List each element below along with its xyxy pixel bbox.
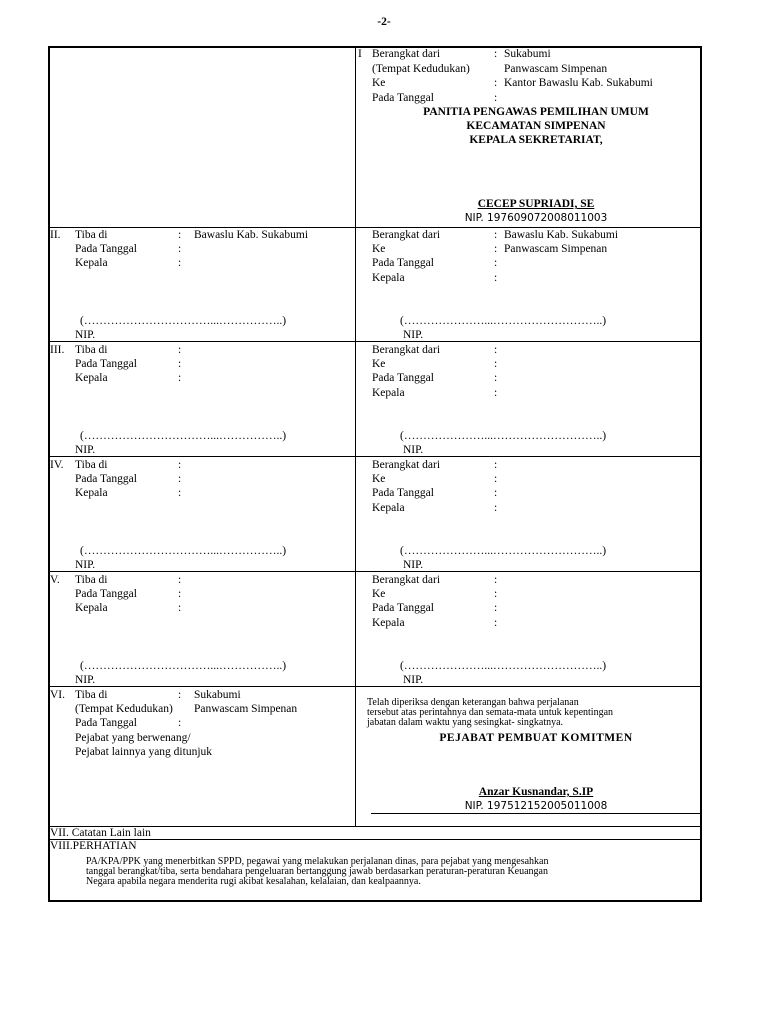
arrival-value: Sukabumi [194, 689, 241, 701]
commitment-officer-title: PEJABAT PEMBUAT KOMITMEN [439, 732, 633, 744]
section-1-roman: I [358, 48, 362, 60]
destination-sep: : [494, 77, 498, 89]
commitment-officer-nip: NIP. 197512152005011008 [464, 800, 608, 812]
head-label: Kepala [372, 387, 405, 399]
head-label: Kepala [75, 372, 108, 384]
place-of-residence-value: Panwascam Simpenan [194, 703, 298, 715]
destination-label: Ke [372, 473, 386, 485]
page-number: -2- [377, 16, 391, 28]
attention-label: VIII.PERHATIAN [50, 840, 137, 852]
departure-label: Berangkat dari [372, 229, 441, 241]
signer-nip: NIP. 197609072008011003 [464, 212, 608, 224]
attention-text-line-2: tanggal berangkat/tiba, serta bendahara pengeluaran bertanggung jawab berdasarkan peraturan-peraturan Keuangan [86, 866, 548, 877]
nip-label: NIP. [75, 329, 96, 341]
colon: : [494, 617, 498, 629]
nip-label: NIP. [403, 329, 424, 341]
verification-note-line-3: jabatan dalam waktu yang sesingkat- singkatnya. [367, 717, 564, 728]
colon: : [494, 243, 498, 255]
colon: : [494, 387, 498, 399]
colon: : [178, 243, 182, 255]
colon: : [494, 502, 498, 514]
section-roman: V. [50, 574, 60, 586]
colon: : [494, 257, 498, 269]
colon: : [178, 473, 182, 485]
arrival-label: Tiba di [75, 689, 108, 701]
verification-note-line-2: tersebut atas perintahnya dan semata-mata untuk kepentingan [367, 707, 614, 718]
nip-label: NIP. [75, 674, 96, 686]
destination-label: Ke [372, 77, 386, 89]
authorized-official-line-1: Pejabat yang berwenang/ [75, 732, 191, 744]
departure-from-label: Berangkat dari [372, 48, 441, 60]
section-roman: VI. [50, 689, 66, 701]
arrival-label: Tiba di [75, 229, 108, 241]
signature-line: (……………………………...……………..) [80, 430, 287, 442]
heading-line-2: KECAMATAN SIMPENAN [466, 120, 606, 132]
arrival-date-sep: : [178, 717, 182, 729]
departure-label: Berangkat dari [372, 574, 441, 586]
colon: : [494, 372, 498, 384]
signature-line: (…………………...………………………..) [400, 660, 607, 672]
head-label: Kepala [75, 602, 108, 614]
head-label: Kepala [75, 487, 108, 499]
arrival-label: Tiba di [75, 459, 108, 471]
nip-label: NIP. [75, 444, 96, 456]
head-label: Kepala [372, 502, 405, 514]
destination-label: Ke [372, 588, 386, 600]
colon: : [178, 358, 182, 370]
colon: : [178, 574, 182, 586]
divider-3 [49, 456, 701, 457]
colon: : [494, 473, 498, 485]
colon: : [494, 588, 498, 600]
signer-name: CECEP SUPRIADI, SE [477, 198, 595, 210]
attention-text-line-3: Negara apabila negara menderita rugi akibat kesalahan, kelalaian, dan kealpaannya. [86, 876, 421, 887]
colon: : [178, 487, 182, 499]
colon: : [178, 344, 182, 356]
destination-value: Kantor Bawaslu Kab. Sukabumi [504, 77, 653, 89]
heading-line-1: PANITIA PENGAWAS PEMILIHAN UMUM [423, 106, 649, 118]
departure-value: Bawaslu Kab. Sukabumi [504, 229, 619, 241]
center-divider [355, 47, 356, 827]
arrival-date-label: Pada Tanggal [75, 243, 137, 255]
nip-label: NIP. [75, 559, 96, 571]
colon: : [178, 459, 182, 471]
departure-label: Berangkat dari [372, 344, 441, 356]
colon: : [494, 344, 498, 356]
departure-from-value: Sukabumi [504, 48, 551, 60]
divider-5 [49, 686, 701, 687]
arrival-date-label: Pada Tanggal [75, 588, 137, 600]
colon: : [494, 487, 498, 499]
colon: : [178, 229, 182, 241]
commitment-officer-name: Anzar Kusnandar, S.IP [478, 786, 594, 798]
place-of-residence-value: Panwascam Simpenan [504, 63, 608, 75]
nip-label: NIP. [403, 559, 424, 571]
divider-2 [49, 341, 701, 342]
signature-line: (…………………...………………………..) [400, 430, 607, 442]
departure-label: Berangkat dari [372, 459, 441, 471]
head-label: Kepala [372, 272, 405, 284]
date-label: Pada Tanggal [372, 487, 434, 499]
arrival-label: Tiba di [75, 574, 108, 586]
arrival-value: Bawaslu Kab. Sukabumi [194, 229, 309, 241]
colon: : [178, 372, 182, 384]
colon: : [178, 588, 182, 600]
signature-line: (…………………...………………………..) [400, 545, 607, 557]
colon: : [494, 602, 498, 614]
destination-value: Panwascam Simpenan [504, 243, 608, 255]
arrival-sep: : [178, 689, 182, 701]
arrival-date-label: Pada Tanggal [75, 473, 137, 485]
colon: : [494, 272, 498, 284]
verification-note-line-1: Telah diperiksa dengan keterangan bahwa perjalanan [367, 697, 579, 708]
authorized-official-line-2: Pejabat lainnya yang ditunjuk [75, 746, 213, 758]
nip-label: NIP. [403, 674, 424, 686]
section-roman: IV. [50, 459, 64, 471]
other-notes-label: VII. Catatan Lain lain [50, 827, 151, 839]
date-label: Pada Tanggal [372, 257, 434, 269]
date-sep: : [494, 92, 498, 104]
colon: : [178, 257, 182, 269]
section-roman: II. [50, 229, 61, 241]
attention-text-line-1: PA/KPA/PPK yang menerbitkan SPPD, pegawai yang melakukan perjalanan dinas, para pejabat yang mengesahkan [86, 856, 549, 867]
date-label: Pada Tanggal [372, 602, 434, 614]
head-label: Kepala [372, 617, 405, 629]
signature-line: (……………………………...……………..) [80, 315, 287, 327]
place-of-residence-label: (Tempat Kedudukan) [372, 63, 470, 75]
arrival-date-label: Pada Tanggal [75, 358, 137, 370]
date-label: Pada Tanggal [372, 92, 434, 104]
signature-line: (……………………………...……………..) [80, 660, 287, 672]
commitment-officer-underline [371, 813, 701, 814]
colon: : [178, 602, 182, 614]
colon: : [494, 229, 498, 241]
departure-from-sep: : [494, 48, 498, 60]
arrival-label: Tiba di [75, 344, 108, 356]
destination-label: Ke [372, 243, 386, 255]
head-label: Kepala [75, 257, 108, 269]
date-label: Pada Tanggal [372, 372, 434, 384]
colon: : [494, 358, 498, 370]
section-roman: III. [50, 344, 65, 356]
heading-line-3: KEPALA SEKRETARIAT, [469, 134, 603, 146]
signature-line: (……………………………...……………..) [80, 545, 287, 557]
nip-label: NIP. [403, 444, 424, 456]
colon: : [494, 459, 498, 471]
place-of-residence-label: (Tempat Kedudukan) [75, 703, 173, 715]
destination-label: Ke [372, 358, 386, 370]
divider-4 [49, 571, 701, 572]
colon: : [494, 574, 498, 586]
signature-line: (…………………...………………………..) [400, 315, 607, 327]
arrival-date-label: Pada Tanggal [75, 717, 137, 729]
